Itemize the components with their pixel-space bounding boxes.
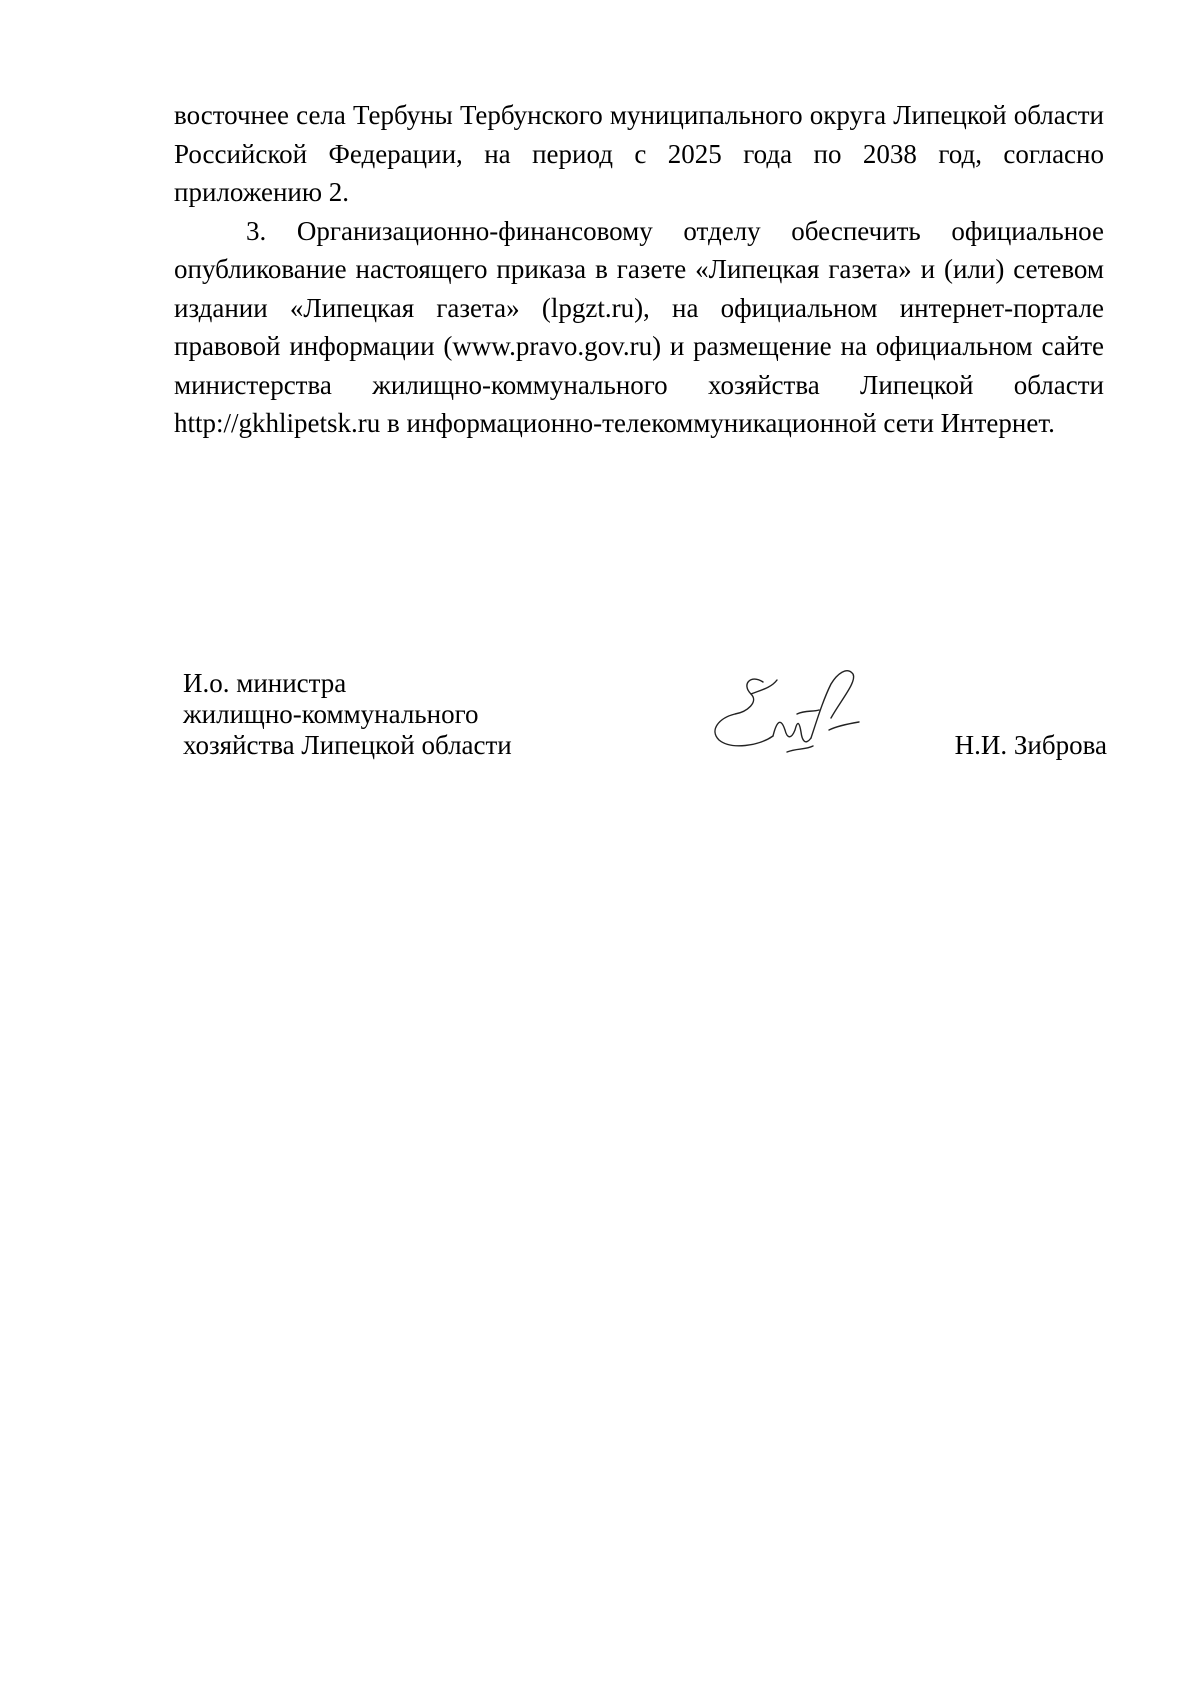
signatory-position-line-1: И.о. министра [183, 668, 347, 698]
signatory-name: Н.И. Зиброва [954, 730, 1107, 760]
signatory-position-line-2: жилищно-коммунального [183, 699, 479, 729]
paragraph-continuation: восточнее села Тербуны Тербунского муниципального округа Липецкой области Российской Федерации, на период с 2025 года по 2038 год, согласно приложению 2. [174, 100, 1104, 207]
document-body [174, 96, 1104, 443]
signatory-position-line-3: хозяйства Липецкой области [183, 730, 512, 760]
signature-block [183, 668, 1107, 788]
signatory-position [183, 668, 512, 761]
paragraph-item-3: 3. Организационно-финансовому отделу обеспечить официальное опубликование настоящего приказа в газете «Липецкая газета» и (или) сетевом издании «Липецкая газета» (lpgzt.ru), на официальном интернет-портале правовой информации (www.pravo.gov.ru) и размещение на официальном сайте министерства жилищно-коммунального хозяйства Липецкой области http://gkhlipetsk.ru в информационно-телекоммуникационной сети Интернет. [174, 215, 1104, 438]
handwritten-signature [701, 660, 869, 770]
